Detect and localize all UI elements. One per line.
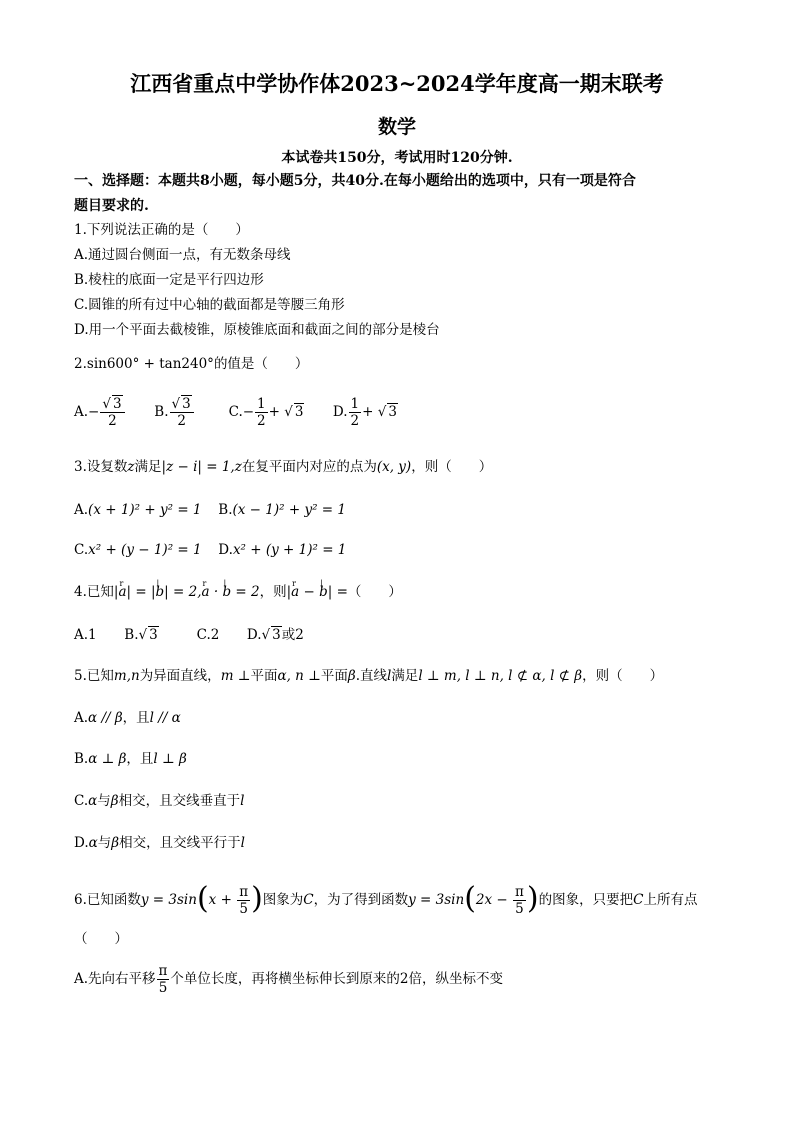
q4-number: 4.已知: [74, 584, 114, 600]
q3-point: (x, y): [376, 459, 412, 475]
q5-option-a: [74, 709, 181, 727]
q4-option-d: D.√ 3或2: [246, 627, 304, 643]
q5-option-c-label: C.: [74, 793, 89, 809]
section-heading-line2: 题目要求的.: [74, 198, 149, 214]
q3-option-c-label: C.: [74, 542, 89, 558]
q4-option-d-label: D.: [246, 627, 262, 643]
section-heading-line1: 一、选择题：本题共8小题，每小题5分，共40分.在每小题给出的选项中，只有一项是符合: [74, 173, 636, 189]
exam-title: 江西省重点中学协作体2023~2024学年度高一期末联考: [130, 71, 664, 96]
q5-option-c-alpha: α: [88, 793, 98, 809]
q4-stem: 4.已知|r a| = || b| = 2,r a · | b = 2，则|r a − | b| =（ ）: [74, 583, 402, 601]
q1-stem: 1.下列说法正确的是（ ）: [74, 222, 249, 238]
q5-option-c-beta: β: [110, 793, 119, 809]
q1-option-b: B.棱柱的底面一定是平行四边形: [74, 272, 264, 288]
q5-option-a-math2: l // α: [149, 710, 181, 726]
q3-option-d-label: D.: [218, 542, 233, 558]
q5-option-d-mid: 与: [97, 835, 112, 851]
q1-option-a: A.通过圆台侧面一点，有无数条母线: [74, 247, 291, 263]
q5-option-c-mid: 与: [97, 793, 111, 809]
q5-beta: β: [347, 668, 356, 684]
q4-option-b: B.√ 3: [124, 627, 158, 643]
q5-cond1: m ⊥: [220, 668, 251, 684]
q6-stem: 6.已知函数y = 3sin(x + $\frac{\pi}{5}$ )图象为C，为了得到函数y = 3sin(2x − $\frac{\pi}{5}$ )的图象，只要把C上所有点: [74, 880, 698, 917]
q5-option-d-label: D.: [74, 835, 89, 851]
q6-func2: y = 3sin: [408, 892, 465, 908]
exam-subject: 数学: [377, 116, 416, 138]
q5-option-a-mid: ，且: [122, 710, 150, 726]
q4-option-d-tail: 或2: [281, 627, 304, 643]
q4-option-c: C.2: [196, 627, 220, 643]
q5-cond2: α, n ⊥: [277, 668, 321, 684]
q6-text4: 的图象，只要把: [538, 892, 634, 908]
q6-option-a-label: A.先向右平移: [74, 971, 156, 987]
q3-option-d: [218, 541, 346, 559]
q6-C: C: [303, 892, 314, 908]
q5-option-b-label: B.: [74, 751, 89, 767]
q5-text4: 平面: [320, 668, 348, 684]
q4-tail: =（ ）: [336, 584, 402, 600]
q5-option-d-beta: β: [111, 835, 120, 851]
q2-option-a: A.− $\frac{√ 3}{2}$: [74, 396, 150, 429]
q5-text1: 5.已知: [74, 668, 114, 684]
q3-option-c: [74, 541, 214, 559]
q5-option-c-l: l: [240, 793, 245, 809]
q5-text5: .直线: [355, 668, 387, 684]
q3-option-b: [218, 501, 346, 519]
q2-expression: sin600° + tan240°: [86, 356, 214, 372]
q5-text6: 满足: [391, 668, 419, 684]
q2-option-c-label: C.: [228, 404, 243, 420]
q5-cond3: l ⊥ m, l ⊥ n, l ⊄ α, l ⊄ β: [418, 668, 583, 684]
q5-option-d-l: l: [240, 835, 245, 851]
q3-options-ab: [74, 501, 346, 519]
q5-option-b-mid: ，且: [126, 751, 154, 767]
q5-text3: 平面: [250, 668, 278, 684]
q6-blank: （ ）: [74, 931, 128, 947]
q5-mn: m,n: [113, 668, 140, 684]
q3-text1: 满足: [134, 459, 162, 475]
q2-option-b: B. $\frac{√ 3}{2}$: [154, 396, 224, 429]
q3-option-d-math: x² + (y + 1)² = 1: [232, 542, 347, 558]
q6-text2: 图象为: [262, 892, 304, 908]
q4-then: ，则: [259, 584, 287, 600]
q1-option-d: D.用一个平面去截棱锥，原棱锥底面和截面之间的部分是棱台: [74, 322, 440, 338]
q3-var-z2: z: [234, 459, 242, 475]
q5-option-b-math2: l ⊥ β: [153, 751, 187, 767]
q3-options-cd: [74, 541, 346, 559]
q2-option-c: C.− $\frac{1}{2}$ + √ 3: [228, 396, 304, 429]
q3-option-a-label: A.: [74, 502, 89, 518]
q2-option-d-label: D.: [332, 404, 348, 420]
q6-text3: ，为了得到函数: [313, 892, 409, 908]
q4-option-a: A.1: [74, 627, 97, 643]
q3-option-c-math: x² + (y − 1)² = 1: [88, 542, 202, 558]
q3-option-b-label: B.: [218, 502, 233, 518]
q6-C2: C: [633, 892, 644, 908]
q5-option-d-tail: 相交，且交线平行于: [119, 835, 241, 851]
q1-option-c: C.圆锥的所有过中心轴的截面都是等腰三角形: [74, 297, 345, 313]
q3-text2: 在复平面内对应的点为: [241, 459, 377, 475]
q2-option-a-label: A.: [74, 404, 89, 420]
q5-option-b: [74, 750, 187, 768]
exam-note: 本试卷共150分，考试用时120分钟.: [281, 150, 513, 166]
q3-option-a-math: (x + 1)² + y² = 1: [88, 502, 202, 518]
q5-option-d: [74, 834, 245, 852]
q2-options: [74, 396, 398, 429]
q5-option-d-alpha: α: [88, 835, 98, 851]
q5-l: l: [386, 668, 392, 684]
q3-stem: [74, 458, 492, 476]
q3-var-z: z: [127, 459, 135, 475]
q3-tail: ，则（ ）: [411, 459, 493, 475]
q2-number: 2.: [74, 356, 87, 372]
q5-option-a-math1: α // β: [88, 710, 123, 726]
q5-stem: [74, 667, 663, 685]
q6-func1: y = 3sin: [140, 892, 197, 908]
q3-option-a: [74, 501, 214, 519]
q5-option-b-math1: α ⊥ β: [88, 751, 127, 767]
q2-stem: [74, 355, 308, 373]
q6-text5: 上所有点: [643, 892, 698, 908]
q5-option-c-tail: 相交，且交线垂直于: [118, 793, 241, 809]
q5-text2: 为异面直线，: [139, 668, 221, 684]
q4-option-b-label: B.: [124, 627, 139, 643]
q5-option-c: [74, 792, 244, 810]
q3-condition: |z − i| = 1,: [161, 459, 235, 475]
q4-options: [74, 626, 304, 644]
q2-tail: 的值是（ ）: [213, 356, 309, 372]
q3-option-b-math: (x − 1)² + y² = 1: [232, 502, 346, 518]
q5-tail: ，则（ ）: [582, 668, 664, 684]
q6-text1: 6.已知函数: [74, 892, 141, 908]
q4-dot-product: = 2: [235, 584, 260, 600]
q3-number: 3.设复数: [74, 459, 128, 475]
q2-option-d: D. $\frac{1}{2}$ + √ 3: [332, 396, 397, 429]
q6-option-a: A.先向右平移 $\frac{\pi}{5}$ 个单位长度，再将横坐标伸长到原来的2倍，纵坐标不变: [74, 963, 504, 996]
q2-option-b-label: B.: [154, 404, 169, 420]
q4-condition: = 2,: [173, 584, 202, 600]
q6-option-a-tail: 个单位长度，再将横坐标伸长到原来的2倍，纵坐标不变: [170, 971, 504, 987]
q5-option-a-label: A.: [74, 710, 89, 726]
